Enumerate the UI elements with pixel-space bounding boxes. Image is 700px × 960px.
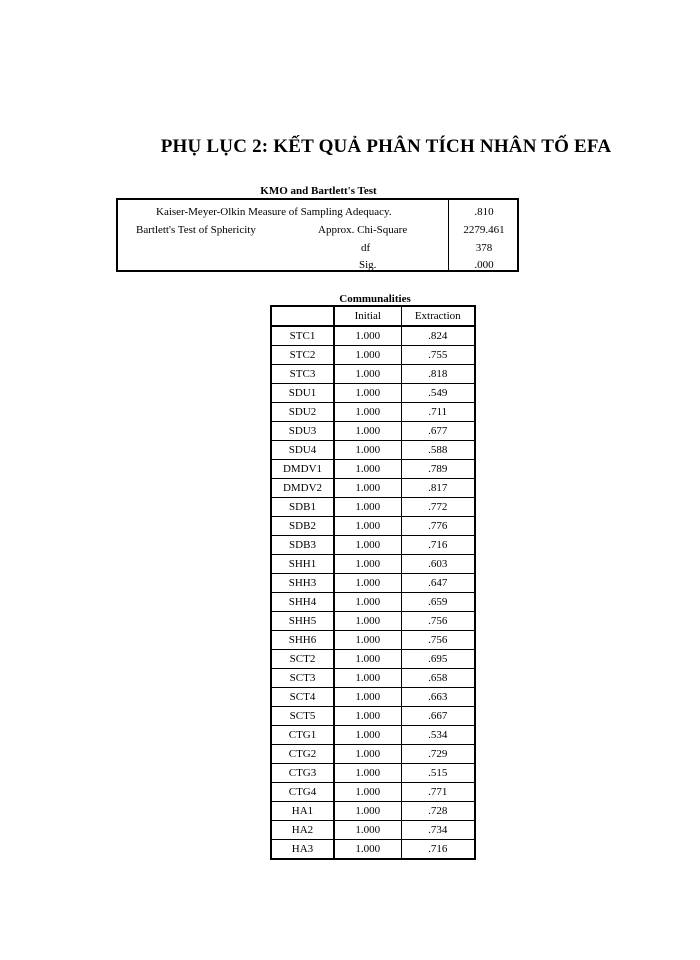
variable-name-cell: SDU1: [271, 384, 334, 403]
table-row: [271, 498, 475, 517]
table-row: [271, 517, 475, 536]
variable-name-cell: STC2: [271, 346, 334, 365]
extraction-cell: .771: [401, 783, 475, 802]
initial-cell: 1.000: [334, 460, 401, 479]
extraction-cell: .667: [401, 707, 475, 726]
table-row: [271, 365, 475, 384]
kmo-label: Kaiser-Meyer-Olkin Measure of Sampling Adequacy.: [156, 206, 392, 218]
initial-cell: 1.000: [334, 403, 401, 422]
table-row: [271, 574, 475, 593]
extraction-cell: .772: [401, 498, 475, 517]
initial-cell: 1.000: [334, 783, 401, 802]
df-value: 378: [475, 242, 493, 254]
initial-cell: 1.000: [334, 536, 401, 555]
initial-cell: 1.000: [334, 517, 401, 536]
extraction-cell: .729: [401, 745, 475, 764]
table-row: [271, 422, 475, 441]
table-row: [271, 783, 475, 802]
extraction-cell: .789: [401, 460, 475, 479]
extraction-cell: .756: [401, 631, 475, 650]
page-title: PHỤ LỤC 2: KẾT QUẢ PHÂN TÍCH NHÂN TỐ EFA: [160, 136, 612, 157]
variable-name-cell: SHH4: [271, 593, 334, 612]
variable-name-cell: CTG4: [271, 783, 334, 802]
initial-cell: 1.000: [334, 726, 401, 745]
variable-name-cell: STC1: [271, 326, 334, 346]
extraction-cell: .818: [401, 365, 475, 384]
table-row: [271, 326, 475, 346]
variable-name-cell: SCT5: [271, 707, 334, 726]
extraction-cell: .734: [401, 821, 475, 840]
initial-cell: 1.000: [334, 346, 401, 365]
variable-name-cell: SHH6: [271, 631, 334, 650]
extraction-cell: .603: [401, 555, 475, 574]
variable-name-cell: HA2: [271, 821, 334, 840]
extraction-cell: .776: [401, 517, 475, 536]
kmo-value: .810: [474, 206, 494, 218]
initial-cell: 1.000: [334, 821, 401, 840]
extraction-cell: .659: [401, 593, 475, 612]
table-row: [271, 840, 475, 860]
variable-name-cell: SDU2: [271, 403, 334, 422]
variable-name-cell: SDB2: [271, 517, 334, 536]
initial-cell: 1.000: [334, 441, 401, 460]
initial-cell: 1.000: [334, 631, 401, 650]
variable-name-cell: SCT4: [271, 688, 334, 707]
table-row: [271, 688, 475, 707]
table-row: [271, 669, 475, 688]
communalities-table: [270, 305, 476, 860]
kmo-table-caption: KMO and Bartlett's Test: [260, 185, 377, 197]
extraction-cell: .677: [401, 422, 475, 441]
extraction-cell: .647: [401, 574, 475, 593]
header-extraction: Extraction: [401, 306, 475, 326]
table-row: [271, 403, 475, 422]
table-row: [271, 631, 475, 650]
initial-cell: 1.000: [334, 574, 401, 593]
table-row: [271, 707, 475, 726]
variable-name-cell: CTG1: [271, 726, 334, 745]
table-row: [271, 384, 475, 403]
extraction-cell: .755: [401, 346, 475, 365]
variable-name-cell: HA1: [271, 802, 334, 821]
table-row: [271, 821, 475, 840]
extraction-cell: .824: [401, 326, 475, 346]
variable-name-cell: CTG3: [271, 764, 334, 783]
extraction-cell: .817: [401, 479, 475, 498]
extraction-cell: .588: [401, 441, 475, 460]
table-row: [271, 555, 475, 574]
communalities-caption: Communalities: [339, 293, 411, 305]
extraction-cell: .549: [401, 384, 475, 403]
table-row: [271, 726, 475, 745]
initial-cell: 1.000: [334, 479, 401, 498]
variable-name-cell: HA3: [271, 840, 334, 860]
initial-cell: 1.000: [334, 365, 401, 384]
initial-cell: 1.000: [334, 555, 401, 574]
extraction-cell: .716: [401, 840, 475, 860]
initial-cell: 1.000: [334, 688, 401, 707]
variable-name-cell: CTG2: [271, 745, 334, 764]
table-row: [271, 650, 475, 669]
table-row: [271, 441, 475, 460]
variable-name-cell: SHH3: [271, 574, 334, 593]
table-row: [271, 479, 475, 498]
extraction-cell: .728: [401, 802, 475, 821]
initial-cell: 1.000: [334, 498, 401, 517]
table-row: [271, 593, 475, 612]
header-initial: Initial: [334, 306, 401, 326]
extraction-cell: .756: [401, 612, 475, 631]
header-variable: [271, 306, 334, 326]
initial-cell: 1.000: [334, 384, 401, 403]
initial-cell: 1.000: [334, 650, 401, 669]
variable-name-cell: SDU4: [271, 441, 334, 460]
table-row: [271, 764, 475, 783]
variable-name-cell: SDB3: [271, 536, 334, 555]
variable-name-cell: SCT3: [271, 669, 334, 688]
variable-name-cell: SDB1: [271, 498, 334, 517]
table-row: [271, 802, 475, 821]
chi-square-value: 2279.461: [463, 224, 505, 236]
extraction-cell: .515: [401, 764, 475, 783]
sig-label: Sig.: [359, 259, 377, 271]
initial-cell: 1.000: [334, 326, 401, 346]
initial-cell: 1.000: [334, 840, 401, 860]
table-row: [271, 536, 475, 555]
table-row: [271, 745, 475, 764]
extraction-cell: .695: [401, 650, 475, 669]
variable-name-cell: DMDV2: [271, 479, 334, 498]
initial-cell: 1.000: [334, 669, 401, 688]
extraction-cell: .658: [401, 669, 475, 688]
communalities-header-row: [271, 306, 475, 326]
initial-cell: 1.000: [334, 422, 401, 441]
variable-name-cell: STC3: [271, 365, 334, 384]
bartlett-label: Bartlett's Test of Sphericity: [136, 224, 256, 236]
initial-cell: 1.000: [334, 745, 401, 764]
variable-name-cell: SHH1: [271, 555, 334, 574]
chi-square-label: Approx. Chi-Square: [318, 224, 408, 236]
extraction-cell: .716: [401, 536, 475, 555]
variable-name-cell: SCT2: [271, 650, 334, 669]
extraction-cell: .663: [401, 688, 475, 707]
table-row: [271, 612, 475, 631]
table-row: [271, 346, 475, 365]
initial-cell: 1.000: [334, 764, 401, 783]
extraction-cell: .534: [401, 726, 475, 745]
initial-cell: 1.000: [334, 802, 401, 821]
variable-name-cell: SHH5: [271, 612, 334, 631]
table-row: [271, 460, 475, 479]
df-label: df: [361, 242, 371, 254]
communalities-body: [271, 326, 475, 859]
variable-name-cell: DMDV1: [271, 460, 334, 479]
sig-value: .000: [474, 259, 494, 271]
kmo-bartlett-table: [116, 198, 519, 272]
initial-cell: 1.000: [334, 593, 401, 612]
variable-name-cell: SDU3: [271, 422, 334, 441]
initial-cell: 1.000: [334, 707, 401, 726]
initial-cell: 1.000: [334, 612, 401, 631]
extraction-cell: .711: [401, 403, 475, 422]
